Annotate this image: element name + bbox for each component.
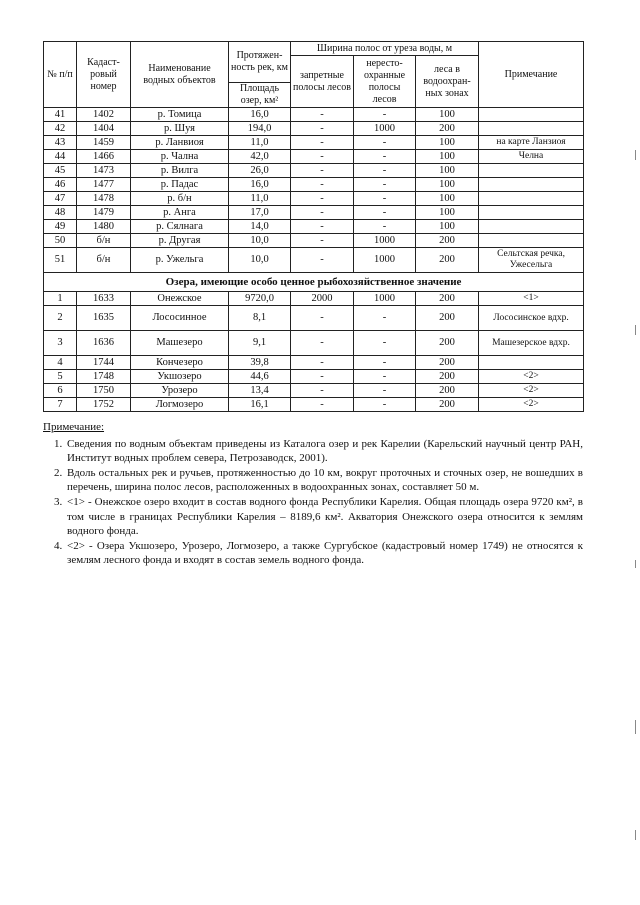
- length-area: 194,0: [229, 122, 291, 136]
- length-area: 16,0: [229, 178, 291, 192]
- header-width-group: Ширина полос от уреза воды, м: [291, 42, 479, 56]
- water-zone-strip: 200: [416, 248, 479, 273]
- scan-edge-mark: [631, 720, 636, 734]
- forbidden-strip: -: [291, 234, 354, 248]
- object-name: р. Шуя: [131, 122, 229, 136]
- water-zone-strip: 200: [416, 331, 479, 356]
- row-note: [479, 164, 584, 178]
- notes-title: Примечание:: [43, 421, 105, 433]
- cadastral-number: 1402: [77, 108, 131, 122]
- row-note: [479, 122, 584, 136]
- forbidden-strip: -: [291, 178, 354, 192]
- cadastral-number: 1459: [77, 136, 131, 150]
- length-area: 42,0: [229, 150, 291, 164]
- table-row: [44, 178, 584, 192]
- scan-edge-mark: [631, 830, 636, 840]
- header-area: Площадь озер, км²: [229, 83, 291, 108]
- header-cadastral: Кадаст-ровый номер: [77, 42, 131, 108]
- cadastral-number: 1633: [77, 292, 131, 306]
- row-num: 5: [44, 370, 77, 384]
- row-note: [479, 206, 584, 220]
- cadastral-number: 1473: [77, 164, 131, 178]
- length-area: 39,8: [229, 356, 291, 370]
- object-name: р. Падас: [131, 178, 229, 192]
- cadastral-number: 1479: [77, 206, 131, 220]
- cadastral-number: б/н: [77, 248, 131, 273]
- table-row: [44, 206, 584, 220]
- row-num: 3: [44, 331, 77, 356]
- water-zone-strip: 200: [416, 122, 479, 136]
- table-header: [44, 42, 584, 108]
- water-zone-strip: 100: [416, 136, 479, 150]
- table-row: [44, 220, 584, 234]
- header-name: Наименование водных объектов: [131, 42, 229, 108]
- cadastral-number: 1480: [77, 220, 131, 234]
- forbidden-strip: -: [291, 370, 354, 384]
- spawning-strip: -: [354, 206, 416, 220]
- row-note: [479, 108, 584, 122]
- table-row: [44, 384, 584, 398]
- table-row: [44, 398, 584, 412]
- water-zone-strip: 200: [416, 292, 479, 306]
- row-num: 42: [44, 122, 77, 136]
- row-note: Сельтская речка, Ужесельга: [479, 248, 584, 273]
- row-num: 43: [44, 136, 77, 150]
- row-note: <1>: [479, 292, 584, 306]
- table-row: [44, 150, 584, 164]
- row-note: [479, 234, 584, 248]
- header-spawning: нересто-охранные полосы лесов: [354, 56, 416, 108]
- row-note: Челна: [479, 150, 584, 164]
- object-name: Укшозеро: [131, 370, 229, 384]
- scan-edge-mark: [631, 560, 636, 568]
- cadastral-number: б/н: [77, 234, 131, 248]
- spawning-strip: -: [354, 384, 416, 398]
- lakes-section-title: Озера, имеющие особо ценное рыбохозяйственное значение: [44, 273, 584, 292]
- water-zone-strip: 100: [416, 220, 479, 234]
- spawning-strip: -: [354, 178, 416, 192]
- water-zone-strip: 100: [416, 192, 479, 206]
- row-note: <2>: [479, 370, 584, 384]
- cadastral-number: 1744: [77, 356, 131, 370]
- length-area: 9720,0: [229, 292, 291, 306]
- row-num: 7: [44, 398, 77, 412]
- table-row: [44, 356, 584, 370]
- length-area: 11,0: [229, 136, 291, 150]
- length-area: 14,0: [229, 220, 291, 234]
- document-sheet: [43, 41, 583, 568]
- table-row: [44, 248, 584, 273]
- forbidden-strip: -: [291, 220, 354, 234]
- row-num: 46: [44, 178, 77, 192]
- water-objects-table: [43, 41, 584, 412]
- object-name: р. Томица: [131, 108, 229, 122]
- cadastral-number: 1404: [77, 122, 131, 136]
- table-row: [44, 136, 584, 150]
- note-item: 1. Сведения по водным объектам приведены из Каталога озер и рек Карелии (Карельский научный центр РАН, Институт водных проблем севера, Петрозаводск, 2001).: [65, 437, 583, 466]
- forbidden-strip: -: [291, 108, 354, 122]
- table-row: [44, 108, 584, 122]
- row-num: 6: [44, 384, 77, 398]
- notes-list: [43, 437, 583, 568]
- water-zone-strip: 200: [416, 306, 479, 331]
- header-num: № п/п: [44, 42, 77, 108]
- cadastral-number: 1477: [77, 178, 131, 192]
- spawning-strip: -: [354, 164, 416, 178]
- length-area: 16,0: [229, 108, 291, 122]
- row-note: <2>: [479, 398, 584, 412]
- length-area: 10,0: [229, 248, 291, 273]
- length-area: 44,6: [229, 370, 291, 384]
- object-name: р. Анга: [131, 206, 229, 220]
- lakes-section-row: [44, 273, 584, 292]
- forbidden-strip: -: [291, 206, 354, 220]
- spawning-strip: -: [354, 306, 416, 331]
- row-num: 2: [44, 306, 77, 331]
- object-name: р. Вилга: [131, 164, 229, 178]
- water-zone-strip: 100: [416, 150, 479, 164]
- spawning-strip: -: [354, 220, 416, 234]
- table-row: [44, 122, 584, 136]
- water-zone-strip: 200: [416, 370, 479, 384]
- water-zone-strip: 200: [416, 356, 479, 370]
- spawning-strip: 1000: [354, 248, 416, 273]
- water-zone-strip: 100: [416, 164, 479, 178]
- water-zone-strip: 200: [416, 234, 479, 248]
- note-item: 3. <1> - Онежское озеро входит в состав водного фонда Республики Карелия. Общая площадь озера 9720 км², в том числе в границах Республики Карелия – 8189,6 км². Акватория Онежского озера относится к землям водного фонда.: [65, 495, 583, 539]
- spawning-strip: 1000: [354, 292, 416, 306]
- water-zone-strip: 200: [416, 398, 479, 412]
- forbidden-strip: -: [291, 192, 354, 206]
- row-num: 45: [44, 164, 77, 178]
- length-area: 13,4: [229, 384, 291, 398]
- table-row: [44, 192, 584, 206]
- row-num: 47: [44, 192, 77, 206]
- row-num: 50: [44, 234, 77, 248]
- water-zone-strip: 100: [416, 206, 479, 220]
- object-name: р. б/н: [131, 192, 229, 206]
- table-row: [44, 370, 584, 384]
- scan-edge-mark: [631, 150, 636, 160]
- object-name: р. Сялнага: [131, 220, 229, 234]
- cadastral-number: 1466: [77, 150, 131, 164]
- row-note: [479, 220, 584, 234]
- table-row: [44, 234, 584, 248]
- row-note: [479, 192, 584, 206]
- spawning-strip: 1000: [354, 122, 416, 136]
- notes-block: [43, 420, 583, 568]
- length-area: 16,1: [229, 398, 291, 412]
- row-num: 1: [44, 292, 77, 306]
- object-name: Кончезеро: [131, 356, 229, 370]
- water-zone-strip: 100: [416, 108, 479, 122]
- forbidden-strip: -: [291, 248, 354, 273]
- header-note: Примечание: [479, 42, 584, 108]
- note-item: 4. <2> - Озера Укшозеро, Урозеро, Логмозеро, а также Сургубское (кадастровый номер 1749) не относятся к землям лесного фонда и входят в состав земель водного фонда.: [65, 539, 583, 568]
- spawning-strip: -: [354, 398, 416, 412]
- table-body: [44, 108, 584, 412]
- length-area: 17,0: [229, 206, 291, 220]
- forbidden-strip: -: [291, 331, 354, 356]
- row-num: 51: [44, 248, 77, 273]
- note-item: 2. Вдоль остальных рек и ручьев, протяженностью до 10 км, вокруг проточных и сточных озер, не вошедших в перечень, ширина полос лесов, расположенных в водоохранных зонах, составляет 50 м.: [65, 466, 583, 495]
- object-name: р. Ланвиоя: [131, 136, 229, 150]
- table-row: [44, 331, 584, 356]
- forbidden-strip: -: [291, 398, 354, 412]
- forbidden-strip: -: [291, 136, 354, 150]
- row-note: на карте Ланзиоя: [479, 136, 584, 150]
- object-name: р. Другая: [131, 234, 229, 248]
- spawning-strip: -: [354, 136, 416, 150]
- row-num: 41: [44, 108, 77, 122]
- cadastral-number: 1636: [77, 331, 131, 356]
- forbidden-strip: -: [291, 384, 354, 398]
- row-note: [479, 178, 584, 192]
- length-area: 26,0: [229, 164, 291, 178]
- spawning-strip: -: [354, 108, 416, 122]
- spawning-strip: 1000: [354, 234, 416, 248]
- spawning-strip: -: [354, 331, 416, 356]
- header-length: Протяжен-ность рек, км: [229, 42, 291, 83]
- water-zone-strip: 200: [416, 384, 479, 398]
- object-name: Логмозеро: [131, 398, 229, 412]
- spawning-strip: -: [354, 356, 416, 370]
- table-row: [44, 164, 584, 178]
- length-area: 10,0: [229, 234, 291, 248]
- row-note: Машезерское вдхр.: [479, 331, 584, 356]
- object-name: Урозеро: [131, 384, 229, 398]
- cadastral-number: 1748: [77, 370, 131, 384]
- row-note: [479, 356, 584, 370]
- header-forbidden: запретные полосы лесов: [291, 56, 354, 108]
- forbidden-strip: -: [291, 150, 354, 164]
- cadastral-number: 1635: [77, 306, 131, 331]
- header-water-zone: леса в водоохран-ных зонах: [416, 56, 479, 108]
- object-name: Машезеро: [131, 331, 229, 356]
- scan-edge-mark: [631, 325, 636, 335]
- forbidden-strip: -: [291, 164, 354, 178]
- object-name: р. Чална: [131, 150, 229, 164]
- length-area: 9,1: [229, 331, 291, 356]
- table-row: [44, 306, 584, 331]
- forbidden-strip: -: [291, 306, 354, 331]
- row-note: <2>: [479, 384, 584, 398]
- object-name: Онежское: [131, 292, 229, 306]
- length-area: 8,1: [229, 306, 291, 331]
- row-num: 49: [44, 220, 77, 234]
- forbidden-strip: -: [291, 356, 354, 370]
- spawning-strip: -: [354, 370, 416, 384]
- cadastral-number: 1752: [77, 398, 131, 412]
- spawning-strip: -: [354, 150, 416, 164]
- forbidden-strip: 2000: [291, 292, 354, 306]
- spawning-strip: -: [354, 192, 416, 206]
- row-num: 48: [44, 206, 77, 220]
- row-num: 44: [44, 150, 77, 164]
- cadastral-number: 1750: [77, 384, 131, 398]
- length-area: 11,0: [229, 192, 291, 206]
- row-note: Лососинское вдхр.: [479, 306, 584, 331]
- row-num: 4: [44, 356, 77, 370]
- table-row: [44, 292, 584, 306]
- forbidden-strip: -: [291, 122, 354, 136]
- object-name: р. Ужельга: [131, 248, 229, 273]
- object-name: Лососинное: [131, 306, 229, 331]
- water-zone-strip: 100: [416, 178, 479, 192]
- cadastral-number: 1478: [77, 192, 131, 206]
